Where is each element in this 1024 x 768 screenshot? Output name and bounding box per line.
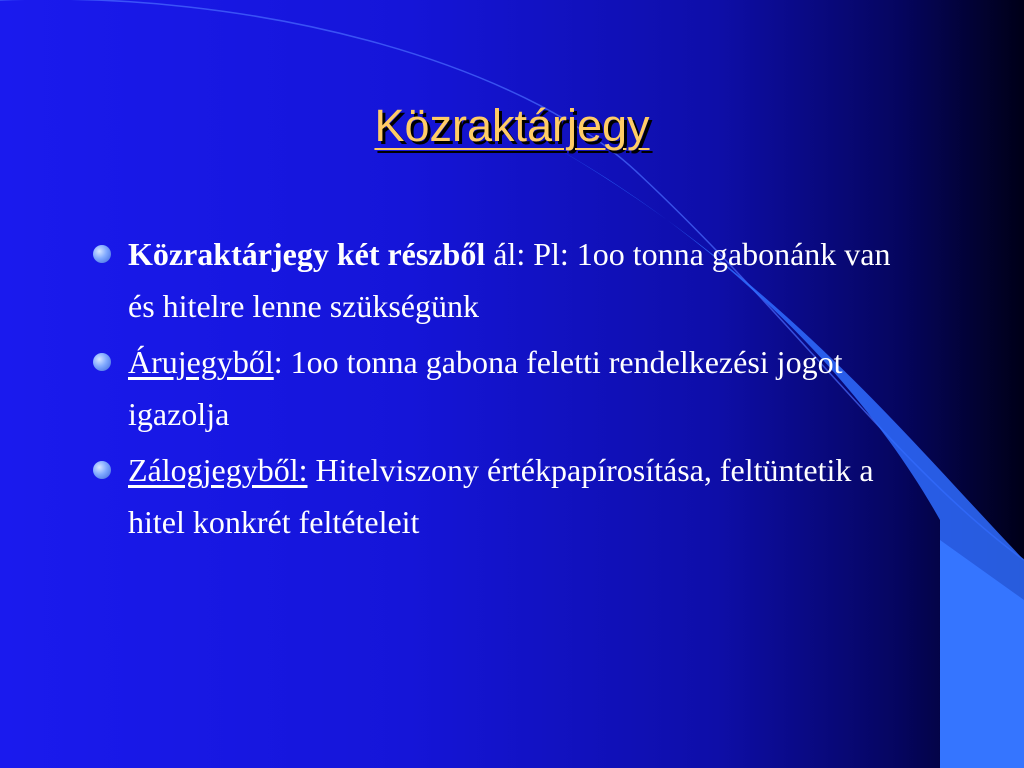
- bullet-item-1: [90, 228, 920, 332]
- bullet-dot-icon: [93, 353, 111, 371]
- bullet-list: [90, 228, 920, 552]
- bullet-dot-icon: [93, 245, 111, 263]
- bullet-item-2: [90, 336, 920, 440]
- bullet-2-text: : 1oo tonna gabona feletti rendelkezési jogot igazolja: [128, 344, 843, 432]
- bullet-1-text: ál: Pl: 1oo tonna gabonánk van és hitelre lenne szükségünk: [128, 236, 891, 324]
- slide-title: Közraktárjegy: [374, 100, 650, 151]
- bullet-dot-icon: [93, 461, 111, 479]
- bullet-3-term: Zálogjegyből:: [128, 452, 308, 488]
- bullet-2-term: Árujegyből: [128, 344, 274, 380]
- bullet-item-3: [90, 444, 920, 548]
- bullet-3-text: Hitelviszony értékpapírosítása, feltüntetik a hitel konkrét feltételeit: [128, 452, 874, 540]
- bullet-1-bold: Közraktárjegy két részből: [128, 236, 486, 272]
